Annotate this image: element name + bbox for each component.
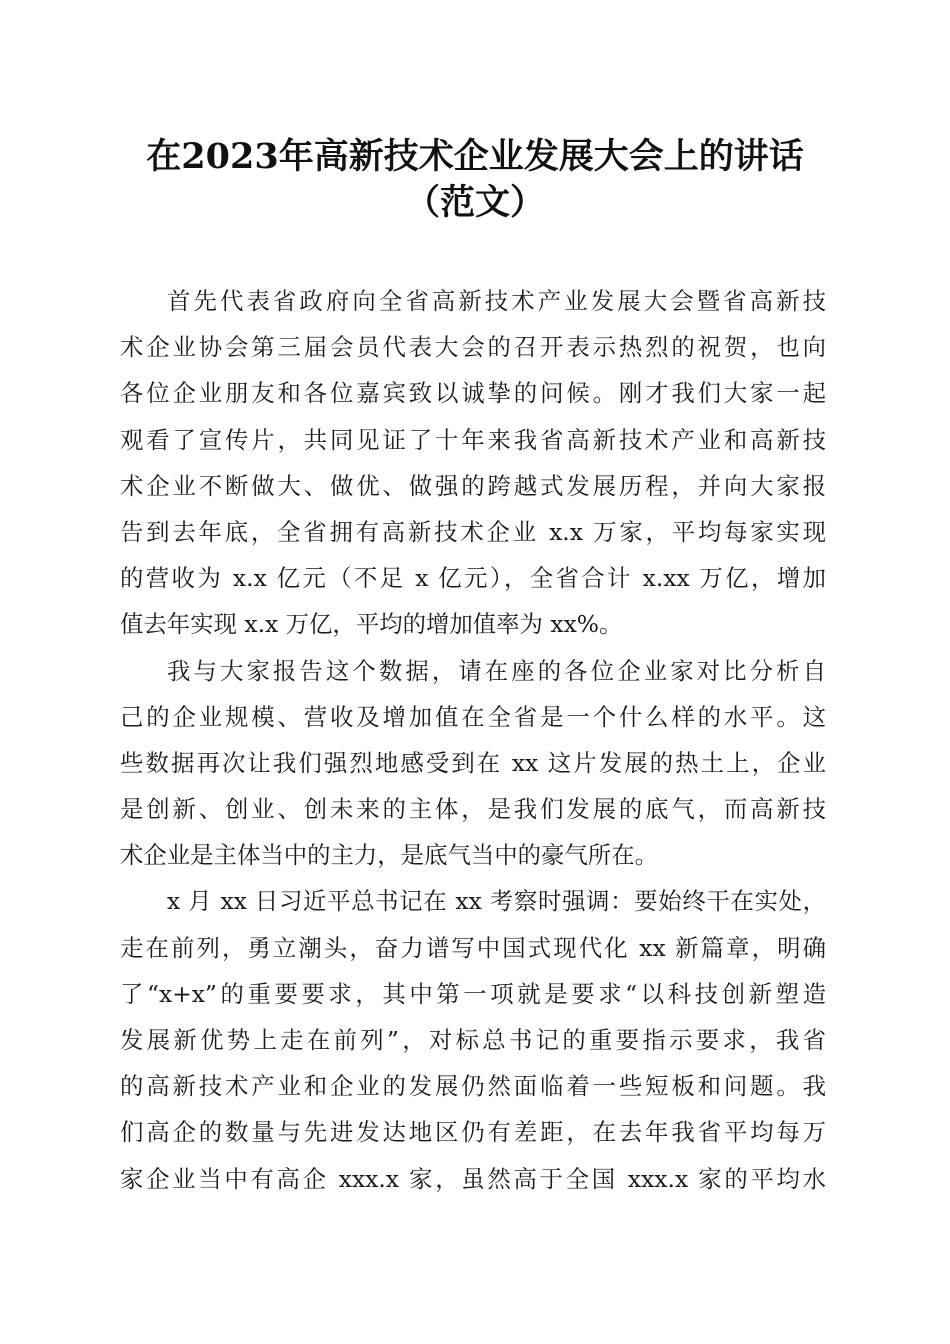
- document-body: [120, 278, 826, 1202]
- paragraph-line: 了“x+x”的重要要求，其中第一项就是要求“以科技创新塑造: [120, 979, 826, 1008]
- paragraph-line: 术企业不断做大、做优、做强的跨越式发展历程，并向大家报: [120, 471, 826, 500]
- paragraph-line: 首先代表省政府向全省高新技术产业发展大会暨省高新技: [167, 287, 826, 315]
- paragraph-line: 术企业是主体当中的主力，是底气当中的豪气所在。: [120, 841, 658, 870]
- paragraph-line: 们高企的数量与先进发达地区仍有差距，在去年我省平均每万: [120, 1118, 826, 1147]
- paragraph-line: 我与大家报告这个数据，请在座的各位企业家对比分析自: [167, 656, 826, 685]
- paragraph-line: 观看了宣传片，共同见证了十年来我省高新技术产业和高新技: [120, 425, 826, 454]
- paragraph-line: 走在前列，勇立潮头，奋力谱写中国式现代化 xx 新篇章，明确: [120, 933, 826, 962]
- paragraph-line: 术企业协会第三届会员代表大会的召开表示热烈的祝贺，也向: [120, 333, 826, 362]
- paragraph-line: 发展新优势上走在前列”，对标总书记的重要指示要求，我省: [120, 1026, 826, 1054]
- title-line-2: （范文）: [404, 182, 545, 223]
- paragraph-2: [120, 648, 826, 879]
- title-line-1: 在2023年高新技术企业发展大会上的讲话: [146, 136, 804, 177]
- paragraph-line: 各位企业朋友和各位嘉宾致以诚挚的问候。刚才我们大家一起: [120, 379, 826, 408]
- paragraph-line: 告到去年底，全省拥有高新技术企业 x.x 万家，平均每家实现: [120, 517, 826, 546]
- paragraph-line: 家企业当中有高企 xxx.x 家，虽然高于全国 xxx.x 家的平均水: [120, 1164, 826, 1193]
- paragraph-line: 值去年实现 x.x 万亿，平均的增加值率为 xx%。: [120, 610, 623, 639]
- paragraph-1: [120, 278, 826, 648]
- paragraph-line: 的高新技术产业和企业的发展仍然面临着一些短板和问题。我: [120, 1072, 826, 1101]
- paragraph-3: [120, 878, 826, 1201]
- document-title: [0, 134, 950, 226]
- paragraph-line: 些数据再次让我们强烈地感受到在 xx 这片发展的热土上，企业: [120, 748, 826, 777]
- paragraph-line: x 月 xx 日习近平总书记在 xx 考察时强调：要始终干在实处，: [167, 887, 826, 916]
- paragraph-line: 己的企业规模、营收及增加值在全省是一个什么样的水平。这: [120, 702, 826, 731]
- paragraph-line: 的营收为 x.x 亿元（不足 x 亿元），全省合计 x.xx 万亿，增加: [120, 564, 826, 593]
- paragraph-line: 是创新、创业、创未来的主体，是我们发展的底气，而高新技: [120, 795, 826, 824]
